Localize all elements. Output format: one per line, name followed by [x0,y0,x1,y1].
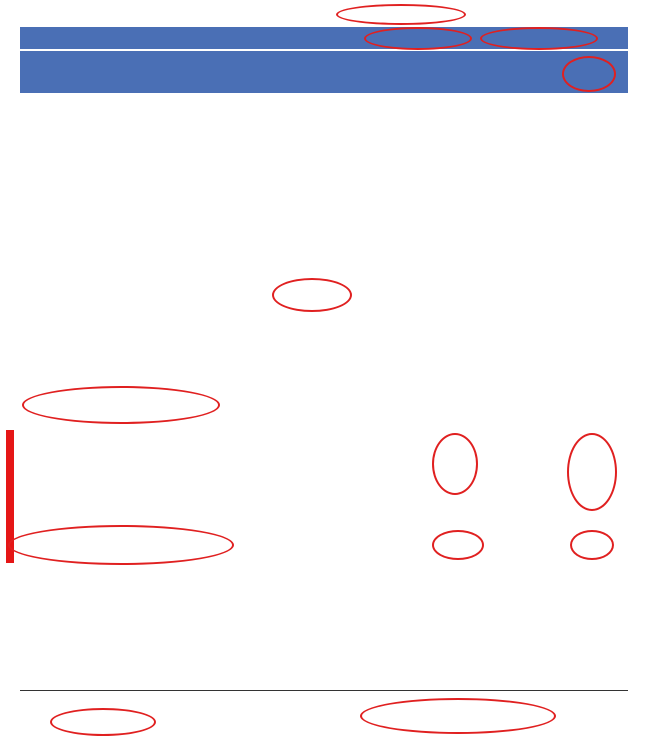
annotation-ellipse-date [336,4,466,25]
group-header-18-59 [350,27,490,49]
annotation-ellipse-impfquote-label [50,708,156,736]
red-marker-bar [6,430,14,563]
group-header-12-17 [208,27,348,49]
group-header-60plus [490,27,628,49]
annotation-ellipse-impfdurchbrueche [272,278,352,312]
annotation-ellipse-icu-60plus [567,433,617,511]
annotation-ellipse-icu-1859 [432,433,478,495]
annotation-ellipse-icu-share-1859 [432,530,484,560]
annotation-ellipse-icu-share-60plus [570,530,614,560]
age-group-header [20,27,628,49]
annotation-ellipse-icu-share [8,525,234,565]
divider-line [20,690,628,691]
period-header [20,51,628,93]
annotation-ellipse-hospital [22,386,220,424]
annotation-ellipse-impfquote-values [360,698,556,734]
